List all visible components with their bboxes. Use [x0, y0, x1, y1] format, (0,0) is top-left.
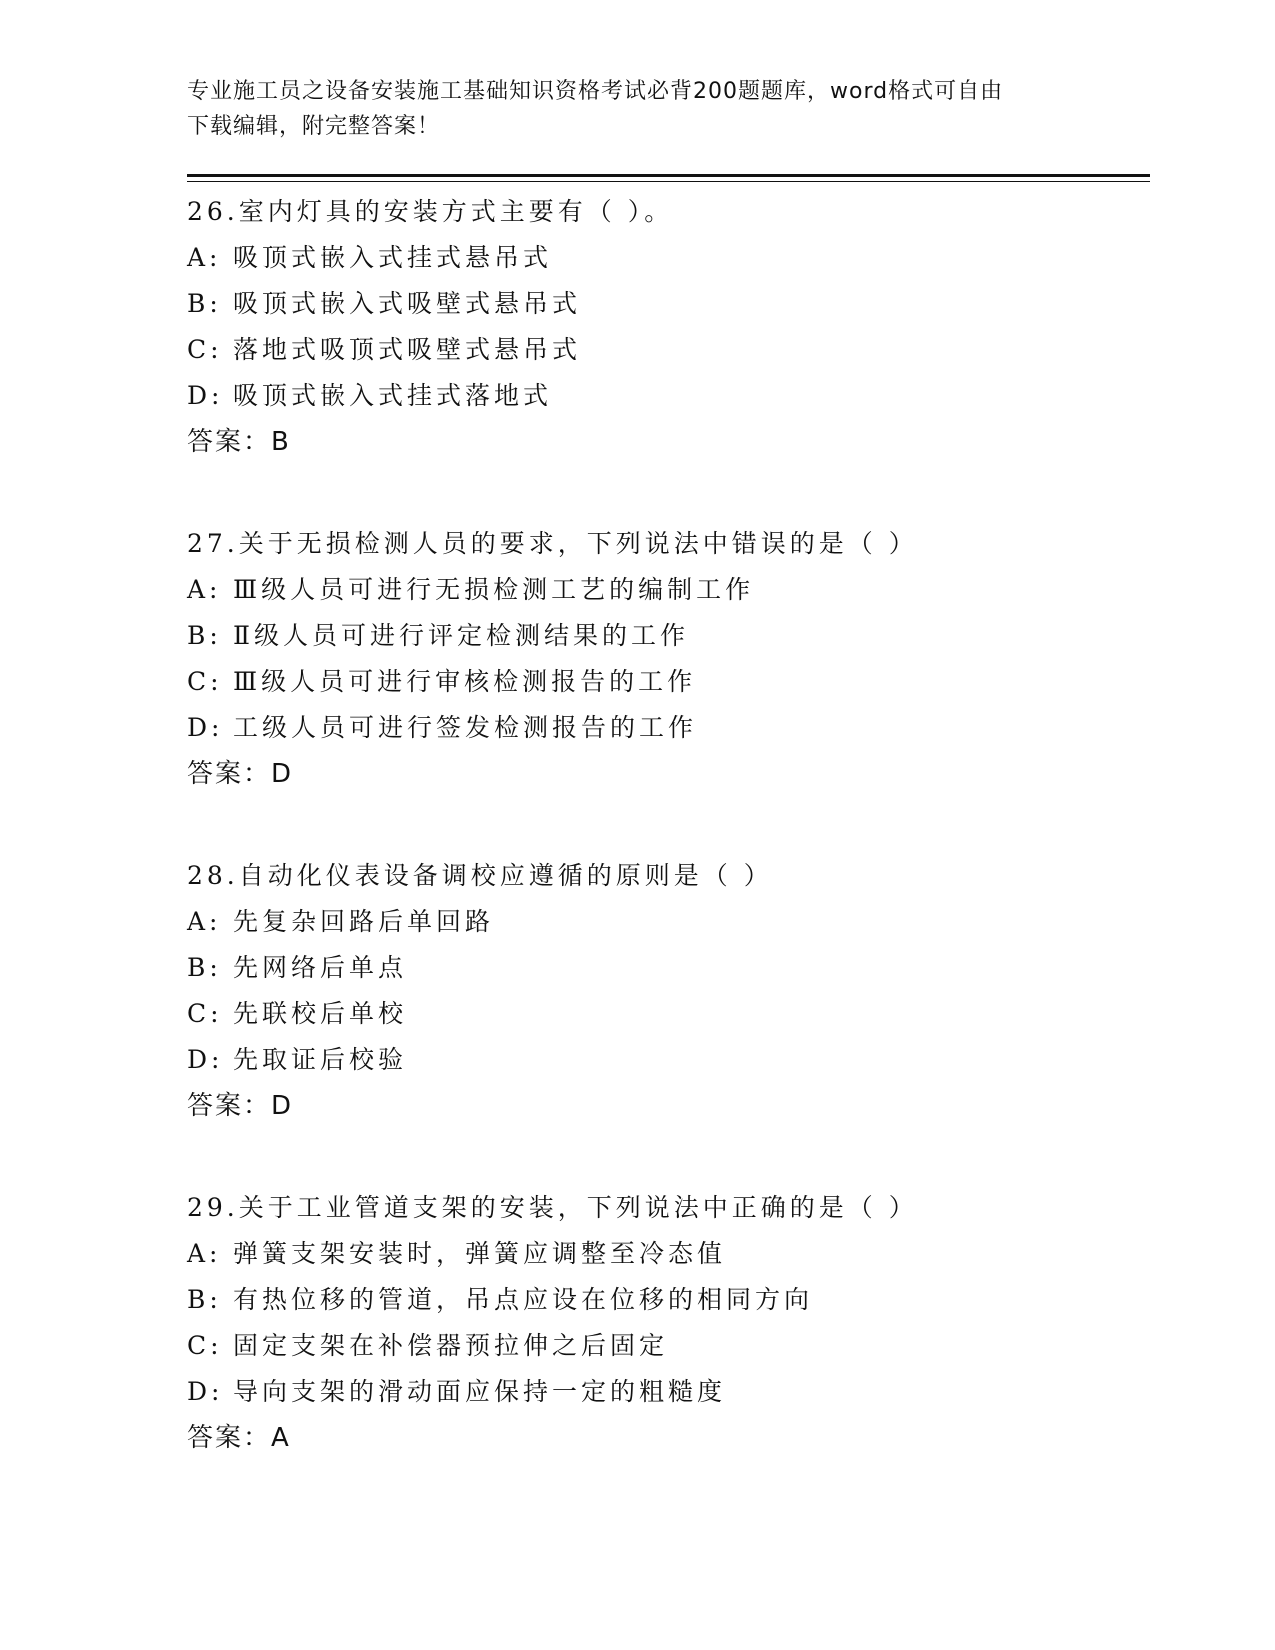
- option-label: C:: [187, 667, 223, 696]
- option-b: [187, 613, 1147, 659]
- option-d: [187, 705, 1147, 751]
- question-stem: 28.自动化仪表设备调校应遵循的原则是（ ）: [187, 861, 773, 890]
- option-d: [187, 1369, 1147, 1415]
- option-label: A:: [187, 575, 222, 604]
- option-label: B:: [187, 289, 222, 318]
- option-text: 吸顶式嵌入式挂式悬吊式: [233, 243, 553, 272]
- option-c: [187, 659, 1147, 705]
- option-label: A:: [187, 243, 222, 272]
- option-text: 先复杂回路后单回路: [233, 907, 495, 936]
- option-c: [187, 327, 1147, 373]
- option-label: D:: [187, 713, 224, 742]
- option-label: C:: [187, 999, 223, 1028]
- option-b: [187, 1277, 1147, 1323]
- option-text: 导向支架的滑动面应保持一定的粗糙度: [233, 1377, 727, 1406]
- question-29: [187, 1185, 1147, 1461]
- option-label: D:: [187, 1377, 224, 1406]
- option-text: 有热位移的管道，吊点应设在位移的相同方向: [233, 1285, 814, 1314]
- option-a: [187, 1231, 1147, 1277]
- option-text: 弹簧支架安装时，弹簧应调整至冷态值: [233, 1239, 727, 1268]
- question-26: [187, 189, 1147, 465]
- option-text: 工级人员可进行签发检测报告的工作: [233, 713, 698, 742]
- header-line-1: 专业施工员之设备安装施工基础知识资格考试必背200题题库，word格式可自由: [187, 79, 1004, 104]
- option-a: [187, 235, 1147, 281]
- option-text: 落地式吸顶式吸壁式悬吊式: [233, 335, 582, 364]
- option-text: 吸顶式嵌入式吸壁式悬吊式: [233, 289, 582, 318]
- option-text: 固定支架在补偿器预拉伸之后固定: [233, 1331, 669, 1360]
- option-c: [187, 1323, 1147, 1369]
- question-27: [187, 521, 1147, 797]
- option-c: [187, 991, 1147, 1037]
- header-divider-thick: [187, 174, 1150, 177]
- option-text: 先取证后校验: [233, 1045, 408, 1074]
- option-label: A:: [187, 907, 222, 936]
- option-label: C:: [187, 1331, 223, 1360]
- option-label: B:: [187, 953, 222, 982]
- answer-line: 答案：D: [187, 759, 294, 789]
- question-stem: 27.关于无损检测人员的要求，下列说法中错误的是（ ）: [187, 529, 918, 558]
- answer-line: 答案：D: [187, 1091, 294, 1121]
- option-label: C:: [187, 335, 223, 364]
- option-d: [187, 1037, 1147, 1083]
- option-text: Ⅲ级人员可进行审核检测报告的工作: [233, 667, 697, 696]
- option-b: [187, 945, 1147, 991]
- option-text: 先网络后单点: [233, 953, 408, 982]
- question-stem: 29.关于工业管道支架的安装，下列说法中正确的是（ ）: [187, 1193, 918, 1222]
- option-label: B:: [187, 1285, 222, 1314]
- header-line-2: 下载编辑，附完整答案！: [187, 114, 441, 139]
- option-text: 吸顶式嵌入式挂式落地式: [233, 381, 553, 410]
- document-header: [187, 74, 1087, 144]
- answer-line: 答案：B: [187, 427, 291, 457]
- option-text: Ⅲ级人员可进行无损检测工艺的编制工作: [233, 575, 755, 604]
- header-divider-thin: [187, 181, 1150, 182]
- option-b: [187, 281, 1147, 327]
- option-a: [187, 567, 1147, 613]
- option-text: Ⅱ级人员可进行评定检测结果的工作: [233, 621, 689, 650]
- option-text: 先联校后单校: [233, 999, 408, 1028]
- question-stem: 26.室内灯具的安装方式主要有（ ）。: [187, 197, 674, 226]
- question-28: [187, 853, 1147, 1129]
- question-list: [187, 189, 1147, 1517]
- option-label: D:: [187, 381, 224, 410]
- option-label: B:: [187, 621, 222, 650]
- option-label: D:: [187, 1045, 224, 1074]
- option-label: A:: [187, 1239, 222, 1268]
- option-a: [187, 899, 1147, 945]
- option-d: [187, 373, 1147, 419]
- answer-line: 答案：A: [187, 1423, 291, 1453]
